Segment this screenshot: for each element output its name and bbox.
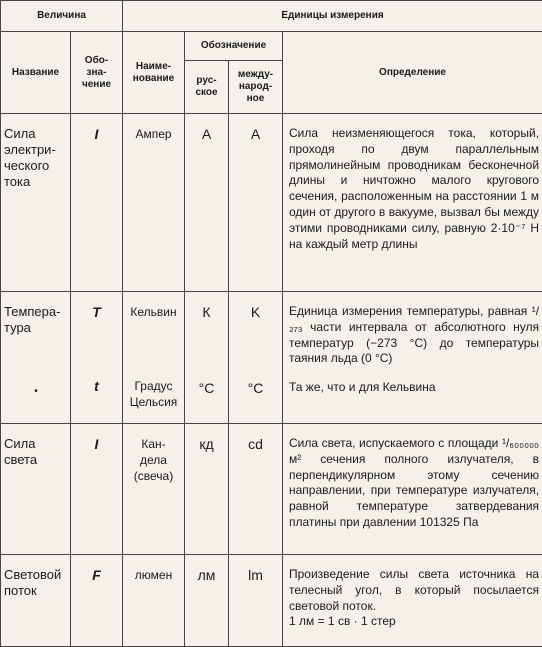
quantity-name-empty — [1, 378, 71, 424]
unit-name: люмен — [123, 555, 185, 647]
unit-symbol-intl: cd — [229, 424, 283, 555]
unit-symbol-rus: А — [185, 114, 229, 292]
unit-definition: Произведение силы света источника на телесный угол, в который посылается световой поток. — [289, 567, 540, 613]
header-oboznachenie-velichiny: Обо- зна- чение — [71, 32, 123, 114]
unit-symbol-intl: lm — [229, 555, 283, 647]
header-mezhdunarodnoe: между- народ- ное — [229, 61, 283, 114]
quantity-symbol: I — [71, 114, 123, 292]
unit-symbol-rus: °С — [185, 378, 229, 424]
bullet-dot: • — [34, 385, 38, 397]
header-nazvanie: Название — [1, 32, 71, 114]
unit-symbol-rus: К — [185, 292, 229, 378]
quantity-name: Сила света — [1, 424, 71, 555]
unit-symbol-intl: K — [229, 292, 283, 378]
header-velichina: Величина — [1, 1, 123, 32]
quantity-symbol: t — [71, 378, 123, 424]
header-naimenovanie: Наиме- нование — [123, 32, 185, 114]
quantity-symbol: T — [71, 292, 123, 378]
table-row — [1, 555, 542, 647]
unit-definition: Сила неизменяющегося тока, который, проходя по двум параллельным прямолинейным проводникам бесконечной длины и ничтожно малого кругового сечения, расположенным на расстоянии 1 м один от другого в вакууме, вызвал бы между этими проводниками силу, равную 2·10⁻⁷ Н на каждый метр длины — [283, 114, 542, 292]
unit-definition: Та же, что и для Кельвина — [283, 378, 542, 424]
unit-name: Кельвин — [123, 292, 185, 378]
unit-symbol-rus: кд — [185, 424, 229, 555]
unit-symbol-intl: A — [229, 114, 283, 292]
table-row — [1, 424, 542, 555]
quantity-name: Темпера- тура — [1, 292, 71, 378]
unit-definition: Единица измерения температуры, равная ¹/₂₇₃ части интервала от абсолютного нуля температур (−273 °С) до температуры таяния льда (0 °С) — [283, 292, 542, 378]
unit-symbol-rus: лм — [185, 555, 229, 647]
unit-definition-cell — [283, 555, 542, 647]
unit-formula: 1 лм = 1 св · 1 стер — [289, 614, 396, 629]
table-row — [1, 114, 542, 292]
quantity-name: Сила электри- ческого тока — [1, 114, 71, 292]
table-row — [1, 378, 542, 424]
table-row — [1, 292, 542, 378]
quantity-symbol: F — [71, 555, 123, 647]
unit-name: Градус Цельсия — [123, 378, 185, 424]
unit-symbol-intl: °C — [229, 378, 283, 424]
unit-definition: Сила света, испускаемого с площади ¹/₆₀₀₀₀₀ м² сечения полного излучателя, в перпендикулярном этому сечению направлении, при температуре излучателя, равной температуре затвердевания платины при давлении 101325 Па — [283, 424, 542, 555]
unit-name: Ампер — [123, 114, 185, 292]
quantity-name: Световой поток — [1, 555, 71, 647]
header-russkoe: рус- ское — [185, 61, 229, 114]
quantity-symbol: I — [71, 424, 123, 555]
unit-name: Кан- дела (свеча) — [123, 424, 185, 555]
header-edinicy: Единицы измерения — [123, 1, 542, 32]
header-opredelenie: Определение — [283, 32, 542, 114]
header-oboznachenie: Обозначение — [185, 32, 283, 61]
